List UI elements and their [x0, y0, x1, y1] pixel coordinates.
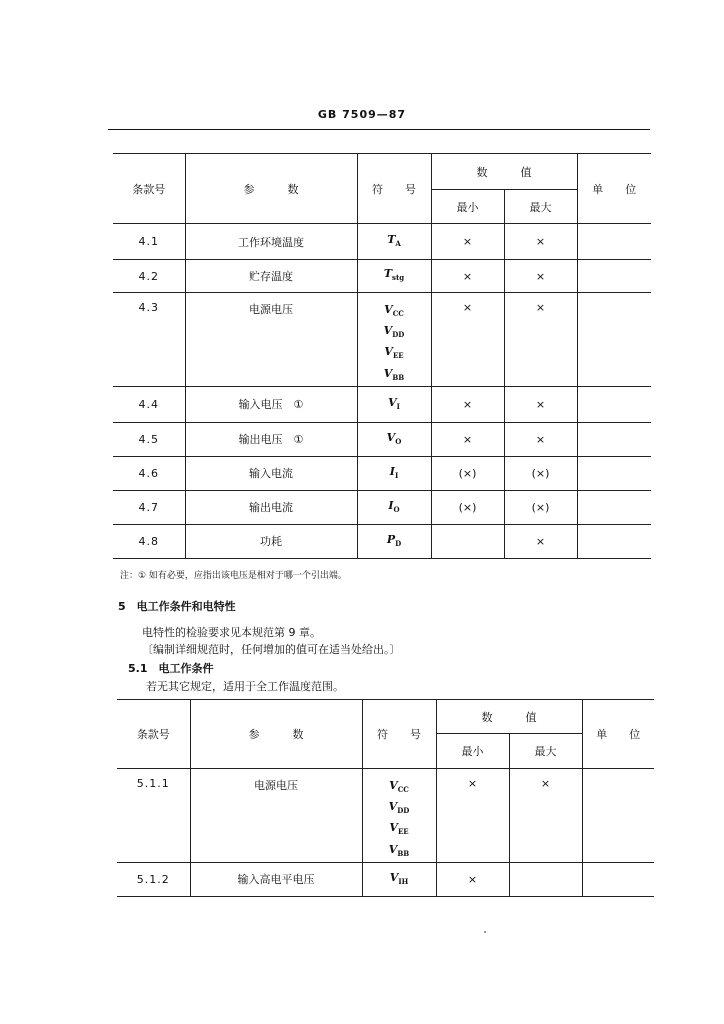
symbol: [358, 322, 431, 343]
symbol-subscript: stg: [392, 273, 405, 283]
symbol-subscript: A: [395, 239, 401, 249]
col-max: 最大: [509, 734, 582, 769]
col-values: 数 值: [436, 700, 582, 734]
symbol: [363, 819, 436, 840]
col-unit: 单 位: [577, 154, 651, 224]
parameter-cell: 输入电压 ①: [185, 386, 357, 422]
min-cell: ×: [431, 260, 504, 293]
symbol-cell: [357, 490, 431, 524]
unit-cell: [577, 456, 651, 490]
clause-cell: 4.1: [113, 224, 185, 260]
max-cell: ×: [504, 524, 577, 558]
symbol-subscript: DD: [397, 806, 410, 816]
min-cell: (×): [431, 490, 504, 524]
max-cell: (×): [504, 490, 577, 524]
clause-cell: 4.3: [113, 293, 185, 387]
unit-cell: [577, 260, 651, 293]
symbol-cell: [362, 862, 436, 896]
symbol: [363, 869, 436, 890]
symbol-subscript: CC: [397, 785, 409, 795]
symbol-letter: V: [384, 345, 393, 359]
symbol: [358, 429, 431, 450]
max-cell: ×: [509, 769, 582, 863]
table-row: [113, 456, 651, 490]
max-cell: ×: [504, 260, 577, 293]
max-cell: ×: [504, 386, 577, 422]
section-5-line-1: 电特性的检验要求见本规范第 9 章。: [142, 626, 321, 639]
max-cell: ×: [504, 422, 577, 456]
symbol: [358, 463, 431, 484]
section-5-1-text: 若无其它规定，适用于全工作温度范围。: [146, 680, 344, 693]
symbol-subscript: D: [395, 538, 402, 548]
clause-cell: 5.1.2: [117, 862, 190, 896]
symbol-letter: T: [387, 232, 396, 246]
symbol-subscript: BB: [392, 372, 405, 382]
symbol: [358, 301, 431, 322]
symbol-subscript: I: [394, 470, 399, 480]
parameter-table-2: [117, 699, 654, 897]
symbol-letter: V: [389, 779, 398, 792]
table-note: 注：① 如有必要，应指出该电压是相对于哪一个引出端。: [120, 571, 347, 581]
symbol-subscript: I: [396, 401, 400, 411]
symbol-letter: I: [388, 498, 394, 512]
symbol: [358, 365, 431, 386]
symbol-letter: V: [389, 870, 399, 884]
parameter-cell: 工作环境温度: [185, 224, 357, 260]
parameter-cell: 贮存温度: [185, 260, 357, 293]
symbol-cell: [362, 769, 436, 863]
symbol-cell: [357, 260, 431, 293]
symbol: [363, 841, 436, 862]
clause-cell: 4.5: [113, 422, 185, 456]
max-cell: ×: [504, 224, 577, 260]
parameter-cell: 输出电流: [185, 490, 357, 524]
col-symbol: 符 号: [362, 700, 436, 769]
symbol-cell: [357, 524, 431, 558]
page-header: GB 7509—87: [317, 108, 407, 121]
col-unit: 单 位: [582, 700, 654, 769]
col-values: 数 值: [431, 154, 577, 190]
unit-cell: [582, 769, 654, 863]
symbol-letter: V: [388, 800, 398, 814]
symbol: [363, 777, 436, 798]
symbol-subscript: EE: [397, 827, 409, 837]
symbol-subscript: DD: [392, 330, 405, 340]
symbol-subscript: EE: [392, 351, 404, 361]
symbol: [358, 394, 431, 415]
table-row: [113, 490, 651, 524]
unit-cell: [577, 224, 651, 260]
unit-cell: [582, 862, 654, 896]
table-row: [117, 769, 654, 863]
scan-speck: [484, 931, 486, 933]
symbol-letter: V: [383, 366, 393, 380]
max-cell: ×: [504, 293, 577, 387]
min-cell: ×: [436, 862, 509, 896]
table-row: [113, 422, 651, 456]
min-cell: ×: [431, 293, 504, 387]
table-row: [113, 386, 651, 422]
table-row: [113, 260, 651, 293]
table-row: [113, 224, 651, 260]
clause-cell: 4.6: [113, 456, 185, 490]
symbol-letter: I: [389, 464, 395, 478]
symbol-cell: [357, 224, 431, 260]
table-row: [117, 862, 654, 896]
col-min: 最小: [436, 734, 509, 769]
parameter-cell: 输出电压 ①: [185, 422, 357, 456]
parameter-table-1: [113, 153, 651, 559]
min-cell: ×: [431, 224, 504, 260]
max-cell: [509, 862, 582, 896]
symbol-subscript: O: [393, 504, 400, 514]
col-parameter: 参 数: [190, 700, 362, 769]
symbol: [358, 265, 431, 286]
section-5-1-title: 5.1 电工作条件: [128, 662, 214, 675]
table-row: [113, 293, 651, 387]
min-cell: ×: [431, 386, 504, 422]
symbol: [363, 798, 436, 819]
min-cell: ×: [431, 422, 504, 456]
unit-cell: [577, 422, 651, 456]
symbol-subscript: CC: [392, 309, 404, 319]
symbol-letter: V: [386, 430, 396, 444]
symbol-cell: [357, 386, 431, 422]
symbol-letter: T: [383, 267, 393, 281]
symbol-letter: P: [386, 532, 396, 546]
min-cell: (×): [431, 456, 504, 490]
symbol-letter: V: [388, 842, 398, 856]
col-clause: 条款号: [117, 700, 190, 769]
symbol-letter: V: [389, 821, 398, 835]
min-cell: ×: [436, 769, 509, 863]
section-5-title: 5 电工作条件和电特性: [118, 600, 236, 613]
clause-cell: 4.8: [113, 524, 185, 558]
symbol-letter: V: [384, 303, 393, 316]
unit-cell: [577, 490, 651, 524]
clause-cell: 4.4: [113, 386, 185, 422]
clause-cell: 5.1.1: [117, 769, 190, 863]
unit-cell: [577, 524, 651, 558]
section-5-line-2: 〔编制详细规范时，任何增加的值可在适当处给出。〕: [142, 643, 401, 656]
symbol-subscript: O: [395, 436, 402, 446]
col-symbol: 符 号: [357, 154, 431, 224]
parameter-cell: 电源电压: [190, 769, 362, 863]
parameter-cell: 电源电压: [185, 293, 357, 387]
col-parameter: 参 数: [185, 154, 357, 224]
symbol-subscript: IH: [398, 876, 409, 886]
symbol: [358, 231, 431, 252]
symbol: [358, 497, 431, 518]
symbol-letter: V: [388, 395, 397, 409]
max-cell: (×): [504, 456, 577, 490]
symbol: [358, 343, 431, 364]
header-rule: [108, 129, 650, 130]
parameter-cell: 功耗: [185, 524, 357, 558]
col-max: 最大: [504, 190, 577, 224]
symbol-cell: [357, 293, 431, 387]
clause-cell: 4.2: [113, 260, 185, 293]
min-cell: [431, 524, 504, 558]
col-min: 最小: [431, 190, 504, 224]
symbol-cell: [357, 456, 431, 490]
table-row: [113, 524, 651, 558]
symbol-cell: [357, 422, 431, 456]
symbol: [358, 531, 431, 552]
col-clause: 条款号: [113, 154, 185, 224]
parameter-cell: 输入电流: [185, 456, 357, 490]
unit-cell: [577, 386, 651, 422]
unit-cell: [577, 293, 651, 387]
clause-cell: 4.7: [113, 490, 185, 524]
symbol-subscript: BB: [397, 848, 410, 858]
parameter-cell: 输入高电平电压: [190, 862, 362, 896]
symbol-letter: V: [383, 324, 393, 338]
